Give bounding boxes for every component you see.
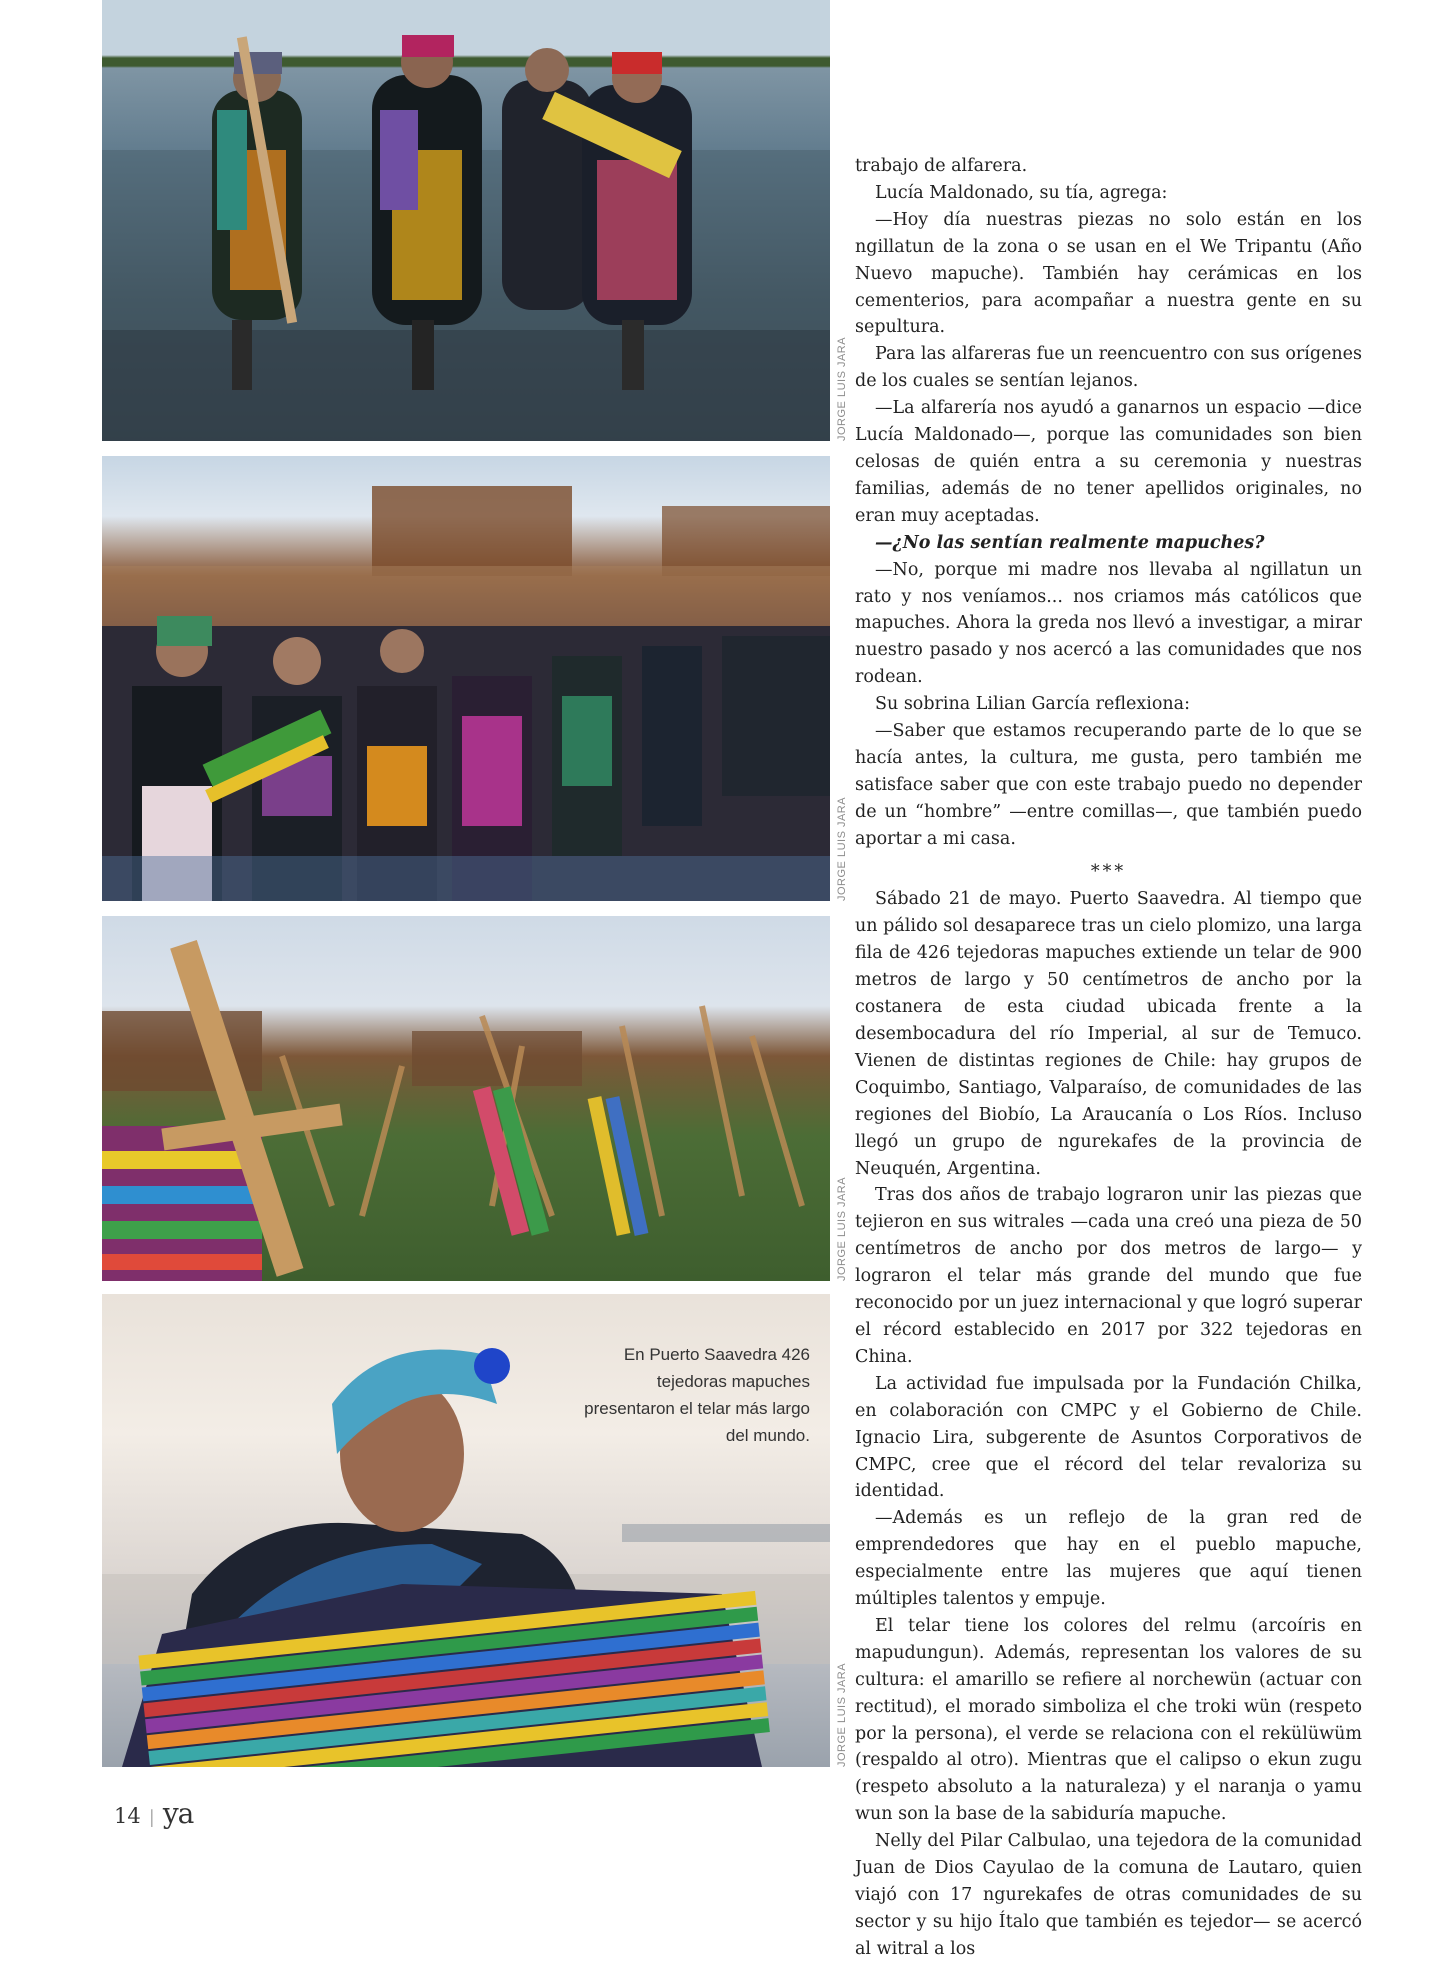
magazine-logo: ya	[162, 1797, 194, 1830]
photo-credit: JORGE LUIS JARA	[836, 796, 848, 901]
interview-question: —¿No las sentían realmente mapuches?	[875, 532, 1265, 553]
article-paragraph: Sábado 21 de mayo. Puerto Saavedra. Al tiempo que un pálido sol desaparece tras un cielo plomizo, una larga fila de 426 tejedoras mapuches extiende un telar de 900 metros de largo y 50 centímetros de ancho por la costanera de esta ciudad ubicada frente a la desembocadura del río Imperial, al sur de Temuco. Vienen de distintas regiones de Chile: hay grupos de Coquimbo, Santiago, Valparaíso, de comunidades de las regiones del Biobío, La Araucanía o Los Ríos. Incluso llegó un grupo de ngurekafes de la provincia de Neuquén, Argentina.	[855, 889, 1362, 1179]
article-paragraph: —No, porque mi madre nos llevaba al ngillatun un rato y nos veníamos... nos criamos más católicos que mapuches. Ahora la greda nos llevó a investigar, a mirar nuestro pasado y nos acercó a las comunidades que nos rodean.	[855, 559, 1362, 688]
article-paragraph: La actividad fue impulsada por la Fundación Chilka, en colaboración con CMPC y el Gobierno de Chile. Ignacio Lira, subgerente de Asuntos Corporativos de CMPC, cree que el récord del telar revaloriza su identidad.	[855, 1373, 1362, 1502]
photo-looms-field	[102, 916, 830, 1281]
photo-weavers-shore-illustration	[102, 0, 830, 441]
article-paragraph: Su sobrina Lilian García reflexiona:	[875, 694, 1190, 715]
photo-credit: JORGE LUIS JARA	[836, 336, 848, 441]
footer-separator: |	[148, 1807, 155, 1828]
page-footer	[114, 1797, 193, 1830]
article-paragraph: —Hoy día nuestras piezas no solo están en los ngillatun de la zona o se usan en el We Tripantu (Año Nuevo mapuche). También hay cerámicas en los cementerios, para acompañar a nuestra gente en su sepultura.	[855, 209, 1362, 338]
photo-weavers-shore	[102, 0, 830, 441]
article-paragraph: —Además es un reflejo de la gran red de emprendedores que hay en el pueblo mapuche, especialmente entre las mujeres que aquí tienen múltiples talentos y empuje.	[855, 1508, 1362, 1610]
photo-weavers-line-illustration	[102, 456, 830, 901]
article-paragraph: Lucía Maldonado, su tía, agrega:	[875, 182, 1168, 203]
article-paragraph: Para las alfareras fue un reencuentro con sus orígenes de los cuales se sentían lejanos.	[855, 344, 1362, 392]
article-paragraph: —La alfarería nos ayudó a ganarnos un espacio —dice Lucía Maldonado—, porque las comunidades son bien celosas de quién entra a su ceremonia y nuestras familias, además de no tener apellidos originales, no eran muy aceptadas.	[855, 398, 1362, 526]
photo-credit: JORGE LUIS JARA	[836, 1662, 848, 1767]
photo-credit: JORGE LUIS JARA	[836, 1176, 848, 1281]
photo-caption: En Puerto Saavedra 426 tejedoras mapuches presentaron el telar más largo del mundo.	[584, 1345, 810, 1445]
article-paragraph: Tras dos años de trabajo lograron unir las piezas que tejieron en sus witrales —cada una creó una pieza de 50 centímetros de ancho por dos metros de largo— y lograron el telar más grande del mundo que fue reconocido por un juez internacional y que logró superar el récord establecido en 2017 por 322 tejedoras en China.	[855, 1185, 1362, 1367]
article-paragraph: Nelly del Pilar Calbulao, una tejedora de la comunidad Juan de Dios Cayulao de la comuna de Lautaro, quien viajó con 17 ngurekafes de otras comunidades de su sector y su hijo Ítalo que también es tejedor— se acercó al witral a los	[855, 1831, 1362, 1959]
article-body	[855, 153, 1362, 1963]
article-paragraph: trabajo de alfarera.	[855, 156, 1028, 176]
photo-looms-field-illustration	[102, 916, 830, 1281]
section-separator: ***	[1090, 861, 1127, 882]
photo-weavers-line	[102, 456, 830, 901]
article-paragraph: El telar tiene los colores del relmu (arcoíris en mapudungun). Además, representan los valores de su cultura: el amarillo se refiere al norchewün (actuar con rectitud), el morado simboliza el che troki wün (respeto por la persona), el verde se relaciona con el rekülüwüm (respaldo al otro). Mientras que el calipso o ekun zugu (respeto absoluto a la naturaleza) y el naranja o yamu wun son la base de la sabiduría mapuche.	[855, 1615, 1362, 1825]
article-paragraph: —Saber que estamos recuperando parte de lo que se hacía antes, la cultura, me gusta, pero también me satisface saber que con este trabajo puedo no depender de un “hombre” —entre comillas—, que también puedo aportar a mi casa.	[855, 721, 1362, 849]
page-number: 14	[114, 1804, 141, 1828]
